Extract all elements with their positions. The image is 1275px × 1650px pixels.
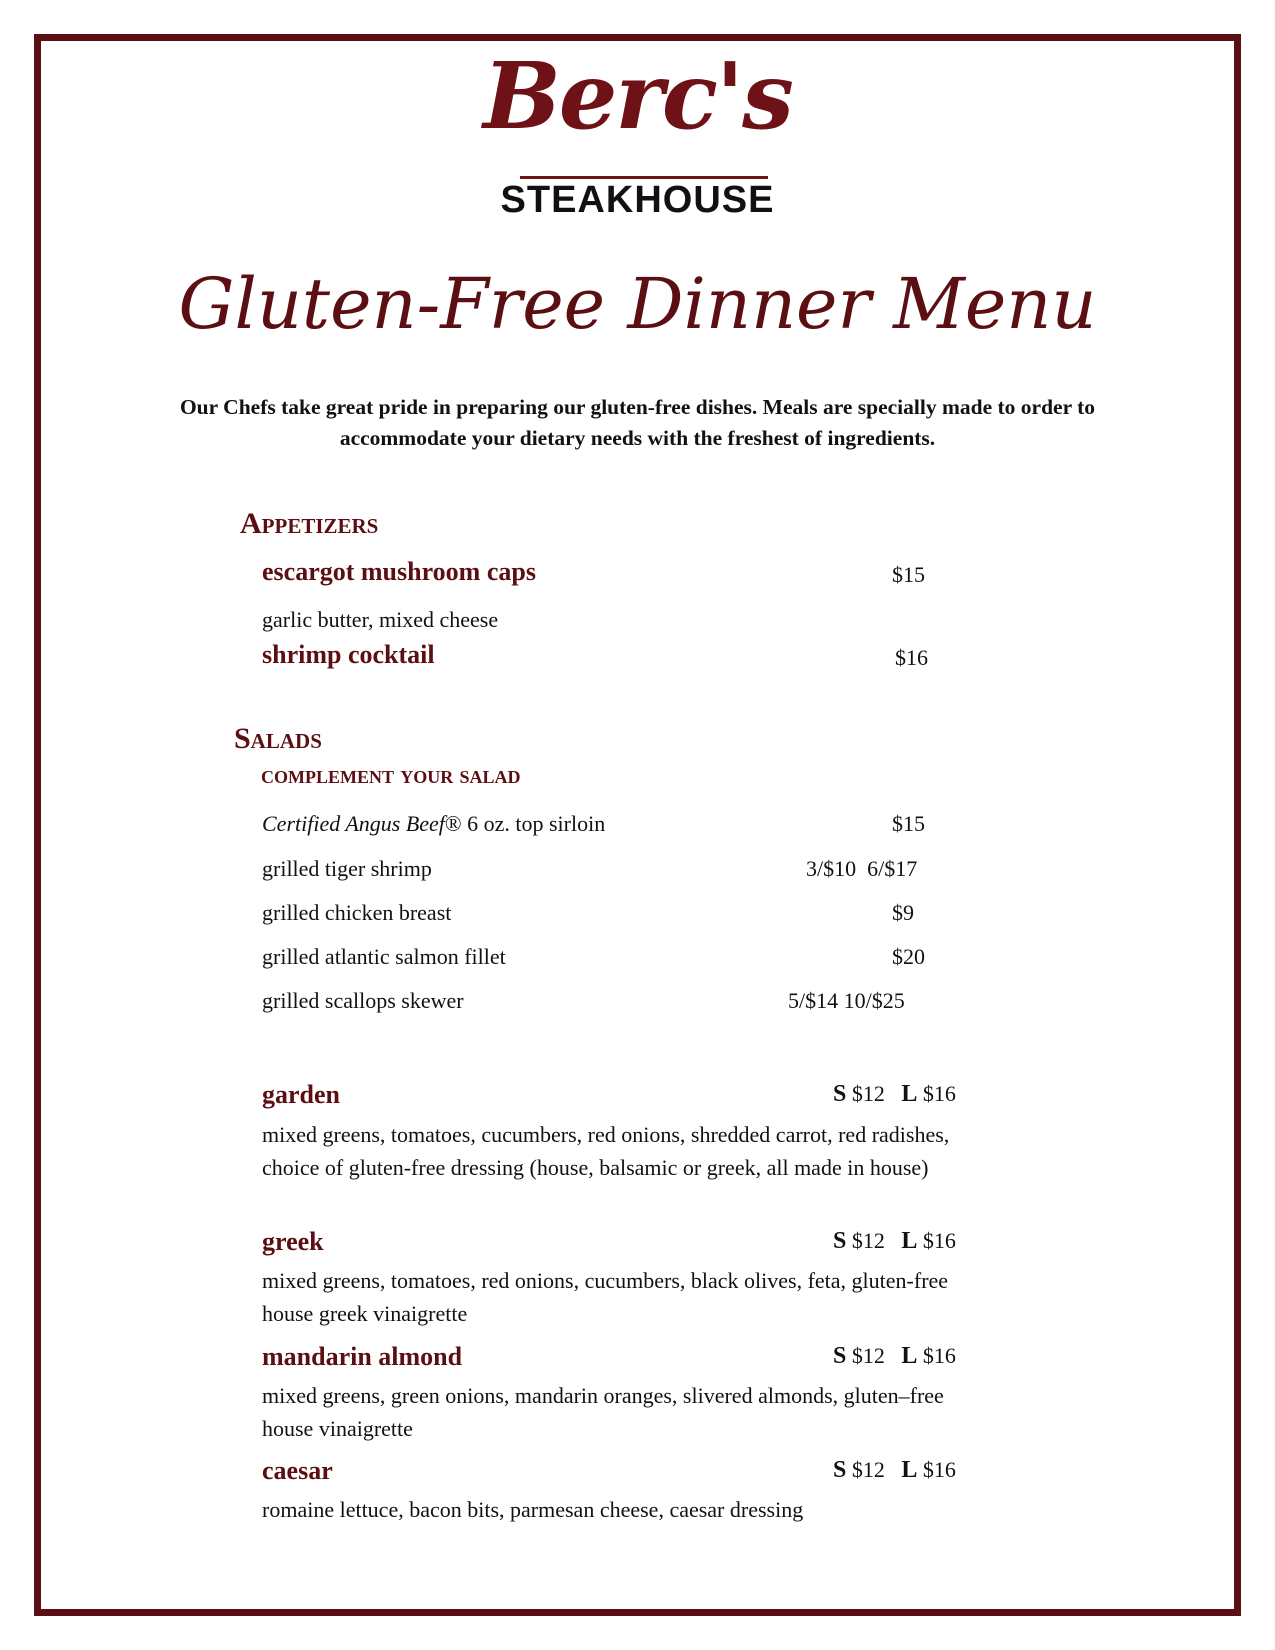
size-large-label: L bbox=[901, 1343, 918, 1369]
addon-price-scallops: 5/$14 10/$25 bbox=[788, 988, 905, 1013]
salad-name-mandarin-almond: mandarin almond bbox=[262, 1342, 463, 1371]
price-large: $16 bbox=[922, 1228, 956, 1253]
addon-price-chicken: $9 bbox=[892, 900, 914, 925]
addon-name-salmon: grilled atlantic salmon fillet bbox=[262, 944, 506, 969]
salad-name-caesar: caesar bbox=[262, 1456, 333, 1485]
addon-name-sirloin-rest: ® 6 oz. top sirloin bbox=[444, 811, 606, 836]
subheading-complement: complement your salad bbox=[261, 762, 521, 789]
salad-prices-greek bbox=[833, 1228, 956, 1255]
addon-name-tiger-shrimp: grilled tiger shrimp bbox=[262, 856, 432, 881]
item-name-shrimp-cocktail: shrimp cocktail bbox=[262, 640, 435, 669]
addon-price-tiger-shrimp: 3/$10 6/$17 bbox=[806, 856, 918, 881]
salad-desc-mandarin-almond: mixed greens, green onions, mandarin oranges, slivered almonds, gluten–free house vinaigrette bbox=[262, 1383, 944, 1441]
section-heading-salads: Salads bbox=[234, 722, 322, 755]
item-price-escargot: $15 bbox=[892, 562, 925, 587]
addon-name-chicken: grilled chicken breast bbox=[262, 900, 452, 925]
salad-desc-greek: mixed greens, tomatoes, red onions, cucumbers, black olives, feta, gluten-free house greek vinaigrette bbox=[262, 1268, 949, 1326]
size-small-label: S bbox=[833, 1343, 847, 1369]
item-name-escargot: escargot mushroom caps bbox=[262, 557, 536, 586]
size-small-label: S bbox=[833, 1457, 847, 1483]
price-large: $16 bbox=[922, 1343, 956, 1368]
addon-price-sirloin: $15 bbox=[892, 811, 925, 836]
price-small: $12 bbox=[851, 1343, 885, 1368]
section-heading-appetizers: Appetizers bbox=[240, 507, 379, 540]
intro-text: Our Chefs take great pride in preparing our gluten-free dishes. Meals are specially made to order to accommodate your dietary needs with the freshest of ingredients. bbox=[179, 395, 1096, 450]
salad-prices-garden bbox=[833, 1081, 956, 1108]
addon-name-sirloin bbox=[262, 811, 605, 837]
size-large-label: L bbox=[901, 1081, 918, 1107]
item-price-shrimp-cocktail: $16 bbox=[895, 645, 928, 670]
item-desc-escargot: garlic butter, mixed cheese bbox=[262, 607, 499, 632]
size-large-label: L bbox=[901, 1228, 918, 1254]
logo-subtitle: STEAKHOUSE bbox=[500, 179, 775, 221]
price-small: $12 bbox=[851, 1228, 885, 1253]
price-small: $12 bbox=[851, 1081, 885, 1106]
addon-name-scallops: grilled scallops skewer bbox=[262, 988, 464, 1013]
salad-name-garden: garden bbox=[262, 1080, 340, 1109]
addon-name-sirloin-brand: Certified Angus Beef bbox=[262, 811, 445, 836]
size-small-label: S bbox=[833, 1081, 847, 1107]
salad-prices-caesar bbox=[833, 1457, 956, 1484]
price-small: $12 bbox=[851, 1457, 885, 1482]
size-small-label: S bbox=[833, 1228, 847, 1254]
menu-title: Gluten-Free Dinner Menu bbox=[178, 263, 1097, 345]
salad-desc-caesar: romaine lettuce, bacon bits, parmesan cheese, caesar dressing bbox=[262, 1497, 804, 1522]
price-large: $16 bbox=[922, 1457, 956, 1482]
price-large: $16 bbox=[922, 1081, 956, 1106]
salad-name-greek: greek bbox=[262, 1227, 324, 1256]
salad-prices-mandarin-almond bbox=[833, 1343, 956, 1370]
addon-price-salmon: $20 bbox=[892, 944, 925, 969]
size-large-label: L bbox=[901, 1457, 918, 1483]
logo-script: Berc's bbox=[483, 42, 792, 150]
salad-desc-garden: mixed greens, tomatoes, cucumbers, red onions, shredded carrot, red radishes, choice of gluten-free dressing (house, balsamic or greek, all made in house) bbox=[262, 1122, 950, 1180]
